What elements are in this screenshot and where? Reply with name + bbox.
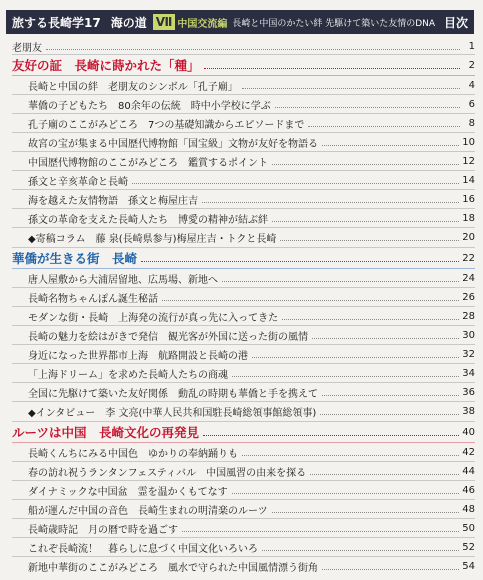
header-subtitle: 長崎と中国のかたい絆 先駆けて築いた友情のDNA bbox=[232, 18, 436, 29]
leader-dots bbox=[203, 435, 459, 436]
toc-entry[interactable] bbox=[28, 288, 475, 306]
toc-entry-column[interactable] bbox=[28, 228, 475, 246]
toc-label: 目次 bbox=[443, 15, 468, 30]
section-title: 華僑が生きる街 長崎 bbox=[12, 251, 138, 266]
leader-dots bbox=[222, 281, 459, 282]
leader-dots bbox=[280, 240, 459, 241]
toc-entry[interactable] bbox=[28, 190, 475, 208]
leader-dots bbox=[141, 261, 459, 262]
entry-title: 唐人屋敷から大浦居留地、広馬場、新地へ bbox=[28, 274, 218, 286]
toc-entry[interactable] bbox=[28, 326, 475, 344]
entry-page: 14 bbox=[462, 174, 475, 186]
leader-dots bbox=[162, 300, 459, 301]
toc-entry[interactable] bbox=[28, 307, 475, 325]
leader-dots bbox=[272, 221, 459, 222]
entry-title: 長崎の魅力を絵はがきで発信 観光客が外国に送った街の風情 bbox=[28, 331, 308, 343]
toc-entry[interactable] bbox=[28, 152, 475, 170]
section-title: ルーツは中国 長崎文化の再発見 bbox=[12, 425, 200, 440]
entry-page: 4 bbox=[468, 79, 475, 91]
toc-entry-interview[interactable] bbox=[28, 402, 475, 420]
entry-page: 26 bbox=[462, 291, 475, 303]
leader-dots bbox=[272, 164, 459, 165]
leader-dots bbox=[322, 395, 459, 396]
entry-title: 中国歴代博物館のここがみどころ 鑑賞するポイント bbox=[28, 157, 268, 169]
entry-title: 身近になった世界都市上海 航路開設と長崎の港 bbox=[28, 350, 248, 362]
toc-entry[interactable] bbox=[28, 114, 475, 132]
entry-title: 全国に先駆けて築いた友好関係 動乱の時期も華僑と手を携えて bbox=[28, 388, 318, 400]
entry-page: 24 bbox=[462, 272, 475, 284]
entry-page: 8 bbox=[468, 117, 475, 129]
section-page: 2 bbox=[468, 59, 475, 71]
leader-dots bbox=[272, 512, 460, 513]
entry-title: 故宮の宝が集まる中国歴代博物館「国宝級」文物が友好を物語る bbox=[28, 138, 318, 150]
leader-dots bbox=[182, 531, 459, 532]
entry-title: これぞ長崎流！ 暮らしに息づく中国文化いろいろ bbox=[28, 543, 258, 555]
leader-dots bbox=[252, 357, 459, 358]
leader-dots bbox=[320, 414, 459, 415]
entry-title: 長崎くんちにみる中国色 ゆかりの奉納踊りも bbox=[28, 448, 238, 460]
leader-dots bbox=[46, 49, 460, 50]
toc-entry[interactable] bbox=[28, 269, 475, 287]
entry-title: モダンな街・長崎 上海発の流行が真っ先に入ってきた bbox=[28, 312, 279, 324]
leader-dots bbox=[308, 126, 460, 127]
entry-title: 新地中華街のここがみどころ 風水で守られた中国風情漂う街角 bbox=[28, 562, 318, 574]
entry-page: 10 bbox=[462, 136, 475, 148]
leader-dots bbox=[132, 183, 459, 184]
section-label: 中国交流編 bbox=[177, 18, 228, 30]
entry-page: 12 bbox=[462, 155, 475, 167]
toc-entry[interactable] bbox=[28, 462, 475, 480]
leader-dots bbox=[202, 202, 459, 203]
entry-page: 1 bbox=[468, 40, 475, 52]
entry-page: 48 bbox=[462, 503, 475, 515]
entry-page: 30 bbox=[462, 329, 475, 341]
leader-dots bbox=[275, 107, 460, 108]
toc-entry[interactable] bbox=[28, 171, 475, 189]
toc-entry[interactable] bbox=[28, 538, 475, 556]
roman-numeral-badge: Ⅶ bbox=[153, 14, 176, 30]
toc-entry[interactable] bbox=[28, 519, 475, 537]
leader-dots bbox=[232, 493, 460, 494]
section-page: 22 bbox=[462, 252, 475, 264]
toc-entry[interactable] bbox=[28, 557, 475, 575]
entry-page: 34 bbox=[462, 367, 475, 379]
section-heading-3[interactable] bbox=[12, 422, 475, 442]
entry-title: 長崎名物ちゃんぽん誕生秘話 bbox=[28, 293, 158, 305]
leader-dots bbox=[312, 338, 459, 339]
leader-dots bbox=[282, 319, 459, 320]
toc-entry[interactable] bbox=[28, 500, 475, 518]
entry-page: 6 bbox=[468, 98, 475, 110]
series-title: 旅する長崎学17 bbox=[12, 15, 101, 30]
toc-entry[interactable] bbox=[28, 443, 475, 461]
entry-page: 54 bbox=[462, 560, 475, 572]
entry-title: 老朋友 bbox=[12, 42, 42, 54]
leader-dots bbox=[204, 68, 460, 69]
section-page: 40 bbox=[462, 426, 475, 438]
entry-page: 52 bbox=[462, 541, 475, 553]
toc-entry-intro[interactable] bbox=[12, 37, 475, 55]
toc-entry[interactable] bbox=[28, 481, 475, 499]
entry-page: 50 bbox=[462, 522, 475, 534]
entry-title: 孔子廟のここがみどころ 7つの基礎知識からエピソードまで bbox=[28, 119, 305, 131]
entry-title: 華僑の子どもたち 80余年の伝統 時中小学校に学ぶ bbox=[28, 100, 271, 112]
entry-title: 孫文と辛亥革命と長崎 bbox=[28, 176, 128, 188]
toc-entry[interactable] bbox=[28, 364, 475, 382]
entry-page: 20 bbox=[462, 231, 475, 243]
leader-dots bbox=[232, 376, 459, 377]
volume-title: 海の道 bbox=[110, 15, 147, 30]
leader-dots bbox=[242, 88, 460, 89]
entry-title: 春の訪れ祝うランタンフェスティバル 中国風習の由来を探る bbox=[28, 467, 307, 479]
leader-dots bbox=[322, 145, 459, 146]
leader-dots bbox=[322, 569, 459, 570]
toc-entry[interactable] bbox=[28, 133, 475, 151]
section-heading-2[interactable] bbox=[12, 248, 475, 268]
entry-page: 44 bbox=[462, 465, 475, 477]
entry-title: ◆寄稿コラム 藤 泉(長崎県参与)梅屋庄吉・トクと長崎 bbox=[28, 233, 277, 245]
entry-page: 18 bbox=[462, 212, 475, 224]
toc-entry[interactable] bbox=[28, 76, 475, 94]
entry-title: 孫文の革命を支えた長崎人たち 博愛の精神が結ぶ絆 bbox=[28, 214, 268, 226]
leader-dots bbox=[310, 474, 459, 475]
entry-page: 16 bbox=[462, 193, 475, 205]
header-bar bbox=[6, 10, 474, 34]
leader-dots bbox=[242, 455, 459, 456]
entry-page: 36 bbox=[462, 386, 475, 398]
toc-entry[interactable] bbox=[28, 95, 475, 113]
entry-page: 32 bbox=[462, 348, 475, 360]
entry-page: 38 bbox=[462, 405, 475, 417]
entry-page: 46 bbox=[462, 484, 475, 496]
leader-dots bbox=[262, 550, 459, 551]
section-title: 友好の証 長崎に蒔かれた「種」 bbox=[12, 58, 200, 73]
entry-title: 「上海ドリーム」を求めた長崎人たちの商魂 bbox=[28, 369, 228, 381]
section-heading-1[interactable] bbox=[12, 55, 475, 75]
toc-entry[interactable] bbox=[28, 209, 475, 227]
entry-title: ダイナミックな中国盆 霊を温かくもてなす bbox=[28, 486, 228, 498]
toc-entry[interactable] bbox=[28, 345, 475, 363]
entry-title: ◆インタビュー 李 文亮(中華人民共和国駐長崎総領事館総領事) bbox=[28, 407, 317, 419]
entry-title: 長崎歳時記 月の暦で時を過ごす bbox=[28, 524, 178, 536]
entry-page: 28 bbox=[462, 310, 475, 322]
entry-title: 船が運んだ中国の音色 長崎生まれの明清楽のルーツ bbox=[28, 505, 268, 517]
toc-entry[interactable] bbox=[28, 383, 475, 401]
entry-page: 42 bbox=[462, 446, 475, 458]
entry-title: 長崎と中国の絆 老朋友のシンボル「孔子廟」 bbox=[28, 81, 238, 93]
entry-title: 海を越えた友情物語 孫文と梅屋庄吉 bbox=[28, 195, 198, 207]
